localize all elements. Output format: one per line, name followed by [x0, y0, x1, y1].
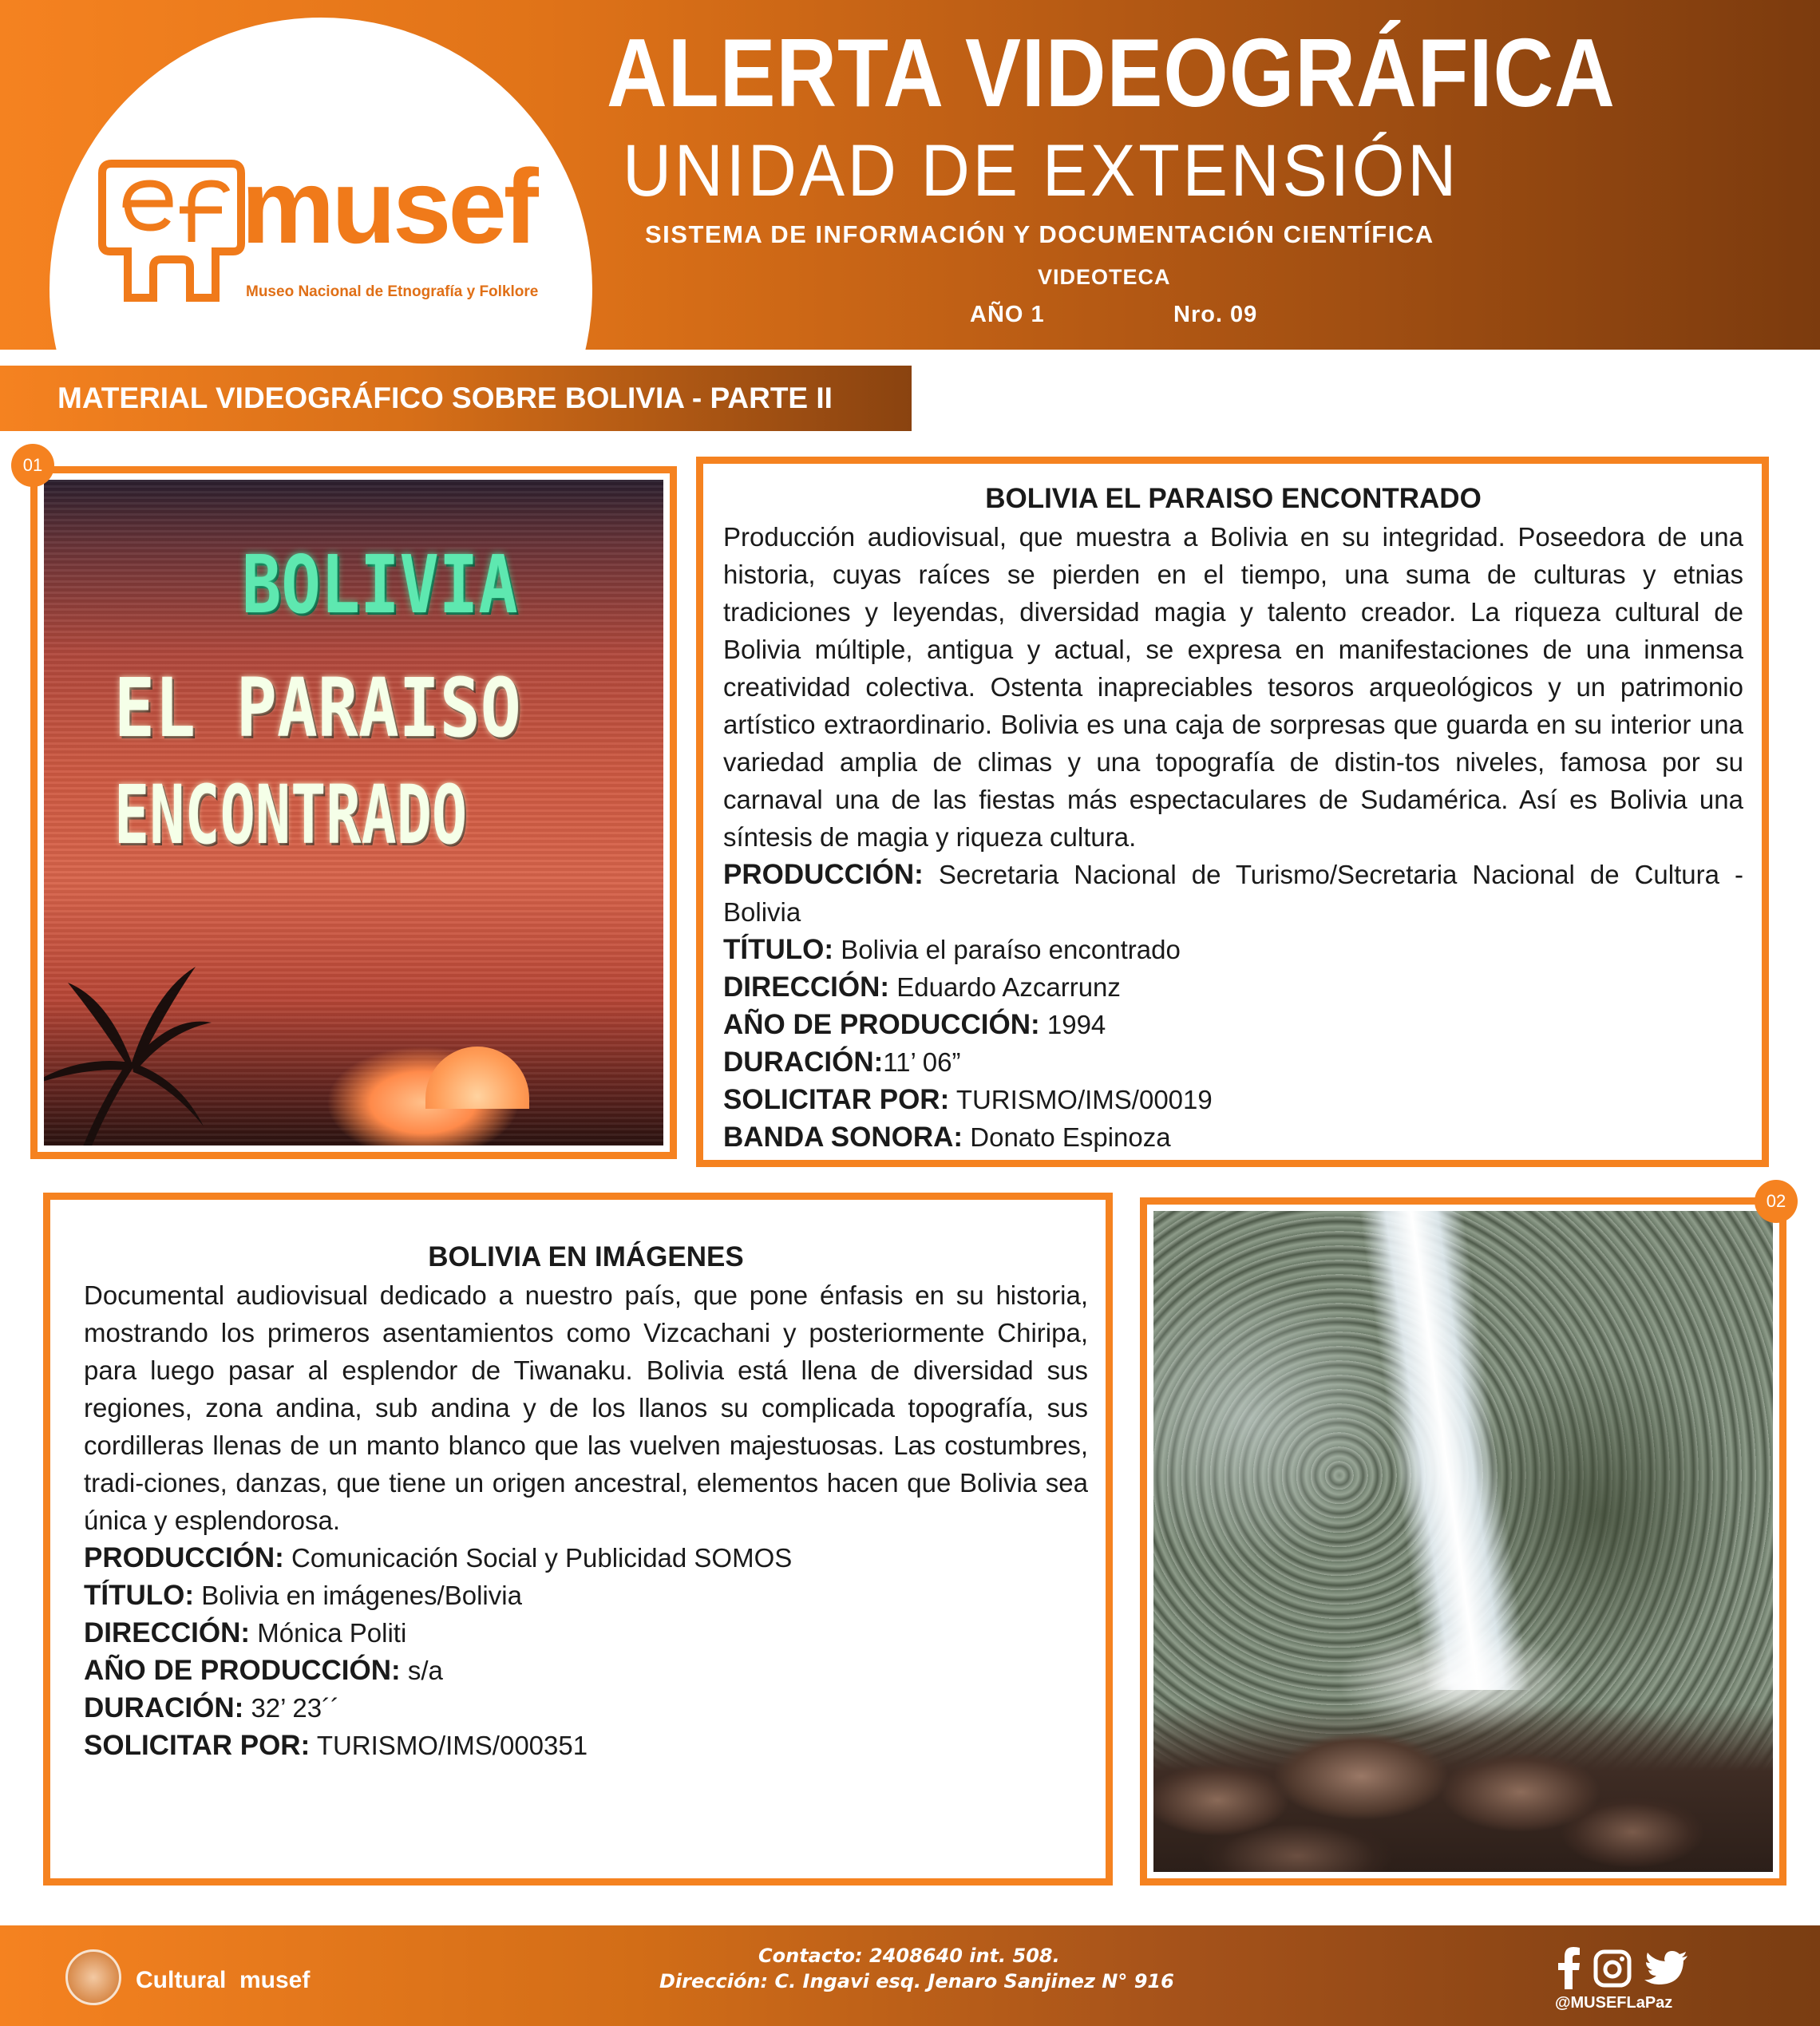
field-value: Mónica Politi: [257, 1618, 407, 1648]
entry-2-field-anio: [84, 1652, 1088, 1689]
field-label: BANDA SONORA:: [723, 1122, 963, 1153]
footer-logo-cultural: Cultural: [136, 1967, 227, 1993]
entry-2-image-frame: [1140, 1197, 1786, 1886]
page-subtitle: UNIDAD DE EXTENSIÓN: [623, 130, 1460, 212]
entry-2-field-duracion: [84, 1689, 1088, 1727]
entry-1-field-solicitar: [723, 1081, 1743, 1118]
field-label: TÍTULO:: [723, 934, 834, 965]
entry-1-text-box: [696, 457, 1769, 1167]
issue-number: Nro. 09: [1173, 302, 1258, 327]
entry-2-field-produccion: [84, 1539, 1088, 1577]
entry-1-field-duracion: [723, 1043, 1743, 1081]
field-label: DURACIÓN:: [84, 1692, 244, 1723]
footer-logo-musef: musef: [239, 1967, 311, 1993]
entry-1-field-direccion: [723, 968, 1743, 1006]
entry-1-field-anio: [723, 1006, 1743, 1043]
field-value: Secretaria Nacional de Turismo/Secretaria Nacional de Cultura - Bolivia: [723, 860, 1743, 927]
sun-shape: [425, 1047, 529, 1109]
entry-2-text-box: [43, 1193, 1113, 1886]
logo-tagline: Museo Nacional de Etnografía y Folklore: [246, 283, 539, 300]
entry-2-content: [84, 1238, 1088, 1764]
ministry-seal-icon: [65, 1949, 121, 2005]
entry-1-video-still: [44, 480, 663, 1146]
field-value: Eduardo Azcarrunz: [896, 972, 1121, 1002]
entry-2-badge: 02: [1755, 1180, 1798, 1223]
field-value: 32’ 23´´: [251, 1693, 340, 1723]
entry-1-field-banda: [723, 1118, 1743, 1156]
page-title: ALERTA VIDEOGRÁFICA: [607, 18, 1616, 127]
field-label: AÑO DE PRODUCCIÓN:: [723, 1009, 1040, 1040]
field-value: s/a: [407, 1656, 443, 1685]
field-value: 1994: [1046, 1010, 1106, 1039]
video-still-text-line-3: ENCONTRADO: [114, 768, 468, 863]
entry-2-field-direccion: [84, 1614, 1088, 1652]
field-value: TURISMO/IMS/00019: [956, 1085, 1213, 1114]
system-name: SISTEMA DE INFORMACIÓN Y DOCUMENTACIÓN CIENTÍFICA: [645, 220, 1434, 248]
field-value: Comunicación Social y Publicidad SOMOS: [291, 1543, 793, 1573]
field-label: SOLICITAR POR:: [84, 1730, 311, 1761]
entry-1-title: BOLIVIA EL PARAISO ENCONTRADO: [985, 483, 1482, 514]
entry-2-field-solicitar: [84, 1727, 1088, 1764]
field-value: 11’ 06”: [883, 1047, 961, 1077]
field-label: DIRECCIÓN:: [723, 971, 890, 1003]
instagram-icon[interactable]: [1593, 1949, 1632, 1988]
section-name: VIDEOTECA: [1038, 265, 1171, 289]
entry-2-video-still: [1153, 1211, 1773, 1872]
footer-contact: Contacto: 2408640 int. 508.: [758, 1945, 1060, 1967]
twitter-icon[interactable]: [1644, 1951, 1689, 1988]
field-value: TURISMO/IMS/000351: [316, 1731, 588, 1760]
entry-1-description: Producción audiovisual, que muestra a Bolivia en su integridad. Poseedora de una historia, cuyas raíces se pierden en el tiempo, una suma de culturas y etnias tradiciones y leyendas, diversidad magia y talento creador. La riqueza cultural de Bolivia múltiple, antigua y actual, se expresa en manifestaciones de una inmensa creatividad colectiva. Ostenta inapreciables tesoros arqueológicos y un patrimonio artístico extraordinario. Bolivia es una caja de sorpresas que guarda en su interior una variedad amplia de climas y una topografía de distin-tos niveles, famosa por su carnaval una de las fiestas más espectaculares de Sudamérica. Así es Bolivia una síntesis de magia y riqueza cultura.: [723, 522, 1743, 852]
entry-1-field-titulo: [723, 931, 1743, 968]
field-label: DURACIÓN:: [723, 1047, 884, 1078]
section-heading: MATERIAL VIDEOGRÁFICO SOBRE BOLIVIA - PARTE II: [0, 366, 912, 431]
field-label: SOLICITAR POR:: [723, 1084, 950, 1115]
field-label: DIRECCIÓN:: [84, 1617, 251, 1648]
field-value: Bolivia el paraíso encontrado: [841, 935, 1181, 964]
social-handle[interactable]: @MUSEFLaPaz: [1555, 1994, 1673, 2012]
entry-2-title: BOLIVIA EN IMÁGENES: [428, 1241, 744, 1272]
footer: [0, 1925, 1820, 2026]
footer-address: Dirección: C. Ingavi esq. Jenaro Sanjinez N° 916: [659, 1970, 1174, 1992]
field-value: Donato Espinoza: [970, 1122, 1171, 1152]
entry-1-image-frame: [30, 466, 677, 1159]
issue-year: AÑO 1: [970, 302, 1045, 327]
entry-1-badge: 01: [11, 444, 54, 487]
video-still-text-line-2: EL PARAISO: [114, 661, 521, 756]
video-still-text-line-1: BOLIVIA: [242, 538, 518, 631]
rocks-foreground: [1153, 1704, 1773, 1872]
entry-2-description: Documental audiovisual dedicado a nuestro país, que pone énfasis en su historia, mostrando los primeros asentamientos como Vizcachani y posteriormente Chiripa, para luego pasar al esplendor de Tiwanaku. Bolivia está llena de diversidad sus regiones, zona andina, sub andina y de los llanos su complicada topografía, sus cordilleras llenas de un manto blanco que las vuelven majestuosas. Las costumbres, tradi-ciones, danzas, que tiene un origen ancestral, elementos hacen que Bolivia sea única y esplendorosa.: [84, 1280, 1088, 1535]
logo-wordmark: musef: [241, 148, 536, 265]
musef-logo: [96, 148, 543, 323]
field-label: AÑO DE PRODUCCIÓN:: [84, 1655, 401, 1686]
facebook-icon[interactable]: [1557, 1946, 1581, 1989]
entry-2-field-titulo: [84, 1577, 1088, 1614]
waterfall-stream: [1359, 1211, 1530, 1690]
header-banner: [0, 0, 1820, 350]
field-label: TÍTULO:: [84, 1580, 195, 1611]
palm-silhouette-icon: [44, 895, 220, 1146]
entry-1-content: [723, 480, 1743, 1156]
field-value: Bolivia en imágenes/Bolivia: [201, 1581, 522, 1610]
field-label: PRODUCCIÓN:: [723, 859, 924, 890]
entry-1-field-produccion: [723, 856, 1743, 931]
musef-mark-icon: [96, 148, 247, 307]
field-label: PRODUCCIÓN:: [84, 1542, 284, 1573]
